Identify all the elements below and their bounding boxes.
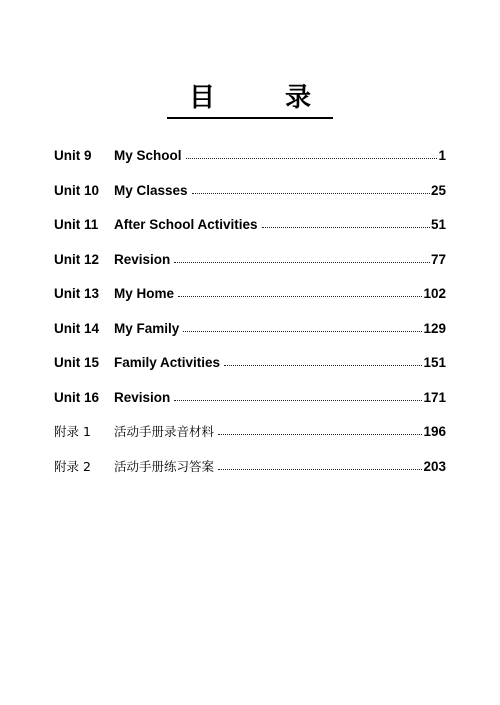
toc-entry-title: 活动手册录音材料	[114, 424, 215, 439]
toc-entry-unit: Unit 16	[54, 389, 100, 405]
dot-leader	[262, 226, 430, 228]
toc-entry-title: My Family	[114, 320, 180, 336]
toc-entry[interactable]	[54, 353, 446, 388]
dot-leader	[174, 261, 430, 263]
toc-entry-unit: Unit 13	[54, 286, 100, 301]
toc-entry[interactable]	[54, 181, 446, 216]
toc-entry-title: My School	[114, 148, 182, 163]
toc-entry-unit: Unit 12	[54, 251, 100, 267]
toc-entry-unit: 附录 1	[54, 424, 91, 439]
dot-leader	[224, 364, 422, 366]
toc-entry[interactable]	[54, 422, 446, 457]
toc-entry-page-number: 77	[430, 251, 446, 267]
toc-entry-unit: Unit 10	[54, 182, 100, 198]
dot-leader	[183, 330, 422, 332]
toc-entry-page-number: 171	[423, 389, 446, 405]
toc-entry-unit: Unit 11	[54, 217, 99, 232]
dot-leader	[218, 468, 422, 470]
toc-list	[54, 146, 446, 491]
toc-entry-title: 活动手册练习答案	[114, 458, 215, 474]
toc-entry-page-number: 151	[423, 355, 446, 370]
toc-entry[interactable]	[54, 284, 446, 319]
toc-title-block	[0, 82, 500, 119]
toc-entry-page-number: 102	[423, 286, 446, 301]
toc-entry-page-number: 196	[423, 424, 446, 439]
toc-entry-title: After School Activities	[114, 217, 258, 232]
toc-entry-page-number: 203	[423, 458, 446, 474]
dot-leader	[186, 157, 438, 159]
dot-leader	[178, 295, 422, 297]
toc-entry[interactable]	[54, 146, 446, 181]
toc-entry[interactable]	[54, 319, 446, 354]
toc-entry-unit: 附录 2	[54, 458, 91, 474]
toc-entry[interactable]	[54, 388, 446, 423]
toc-entry-page-number: 51	[430, 217, 446, 232]
dot-leader	[174, 399, 422, 401]
toc-entry[interactable]	[54, 457, 446, 492]
dot-leader	[192, 192, 430, 194]
toc-entry-title: Family Activities	[114, 355, 221, 370]
toc-entry-unit: Unit 14	[54, 320, 100, 336]
toc-entry-title: Revision	[114, 251, 171, 267]
toc-entry[interactable]	[54, 250, 446, 285]
toc-entry[interactable]	[54, 215, 446, 250]
page-title: 目 录	[167, 82, 333, 119]
toc-entry-page-number: 25	[430, 182, 446, 198]
toc-entry-unit: Unit 15	[54, 355, 100, 370]
toc-entry-page-number: 1	[438, 148, 446, 163]
toc-entry-unit: Unit 9	[54, 148, 92, 163]
toc-entry-title: Revision	[114, 389, 171, 405]
toc-entry-page-number: 129	[423, 320, 446, 336]
toc-entry-title: My Home	[114, 286, 175, 301]
dot-leader	[218, 433, 422, 435]
toc-entry-title: My Classes	[114, 182, 188, 198]
